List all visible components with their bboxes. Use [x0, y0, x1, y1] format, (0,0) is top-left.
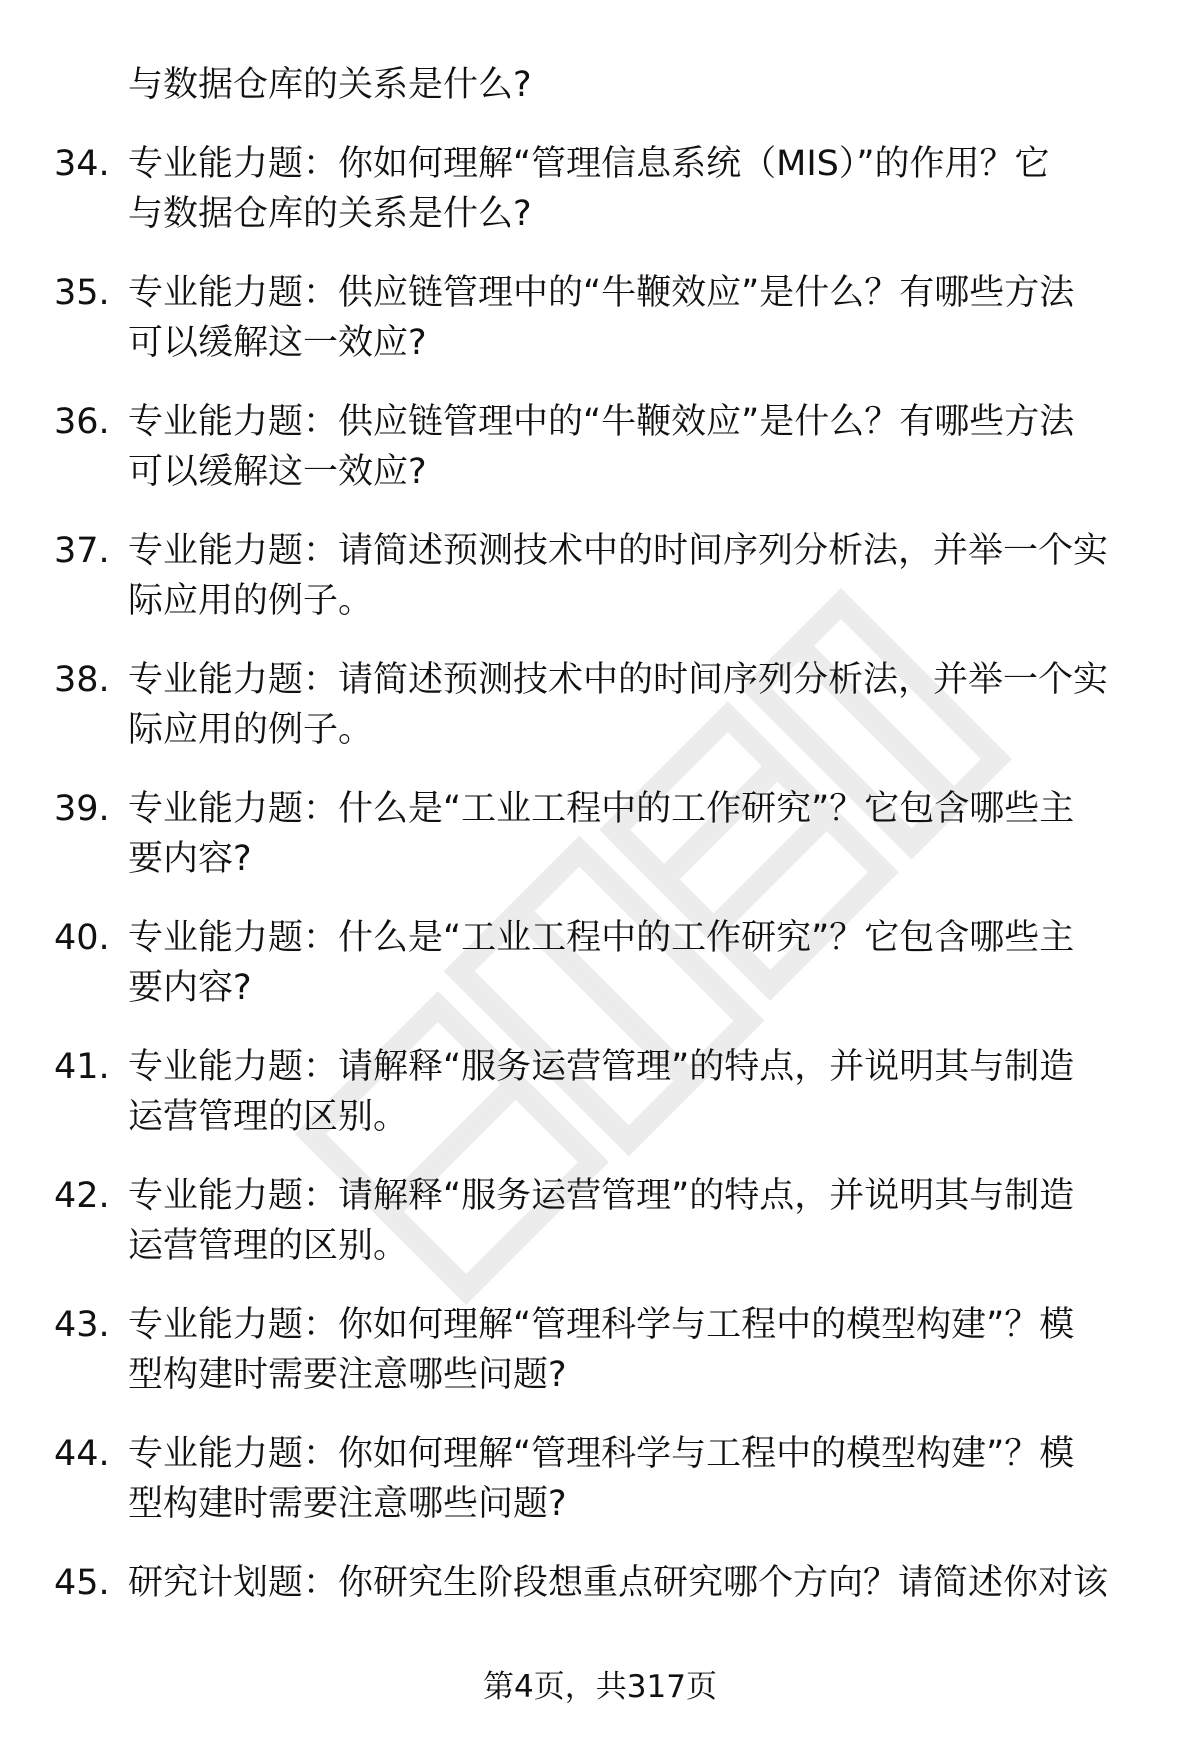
- question-text: [0, 526, 1138, 626]
- question-number: 45.: [54, 1563, 110, 1603]
- question-item-42: [0, 1171, 1200, 1271]
- question-item-38: [0, 655, 1200, 755]
- question-text-line-2: 际应用的例子。: [128, 710, 374, 750]
- question-list: [0, 60, 1200, 1608]
- question-number: 42.: [54, 1176, 110, 1216]
- question-text: [0, 1300, 1138, 1400]
- question-number: 38.: [54, 660, 110, 700]
- question-text-line-1: 专业能力题：你如何理解“管理科学与工程中的模型构建”？模: [128, 1434, 1075, 1474]
- question-item-43: [0, 1300, 1200, 1400]
- question-text: [0, 784, 1138, 884]
- question-text-line-2: 型构建时需要注意哪些问题?: [128, 1355, 567, 1395]
- question-text-line-1: 专业能力题：请简述预测技术中的时间序列分析法，并举一个实: [128, 531, 1109, 571]
- question-number: 37.: [54, 531, 110, 571]
- question-text: [0, 655, 1138, 755]
- question-text-line-1: 专业能力题：请解释“服务运营管理”的特点，并说明其与制造: [128, 1047, 1075, 1087]
- question-number: 44.: [54, 1434, 110, 1474]
- question-item-39: [0, 784, 1200, 884]
- question-text-line-1: 专业能力题：供应链管理中的“牛鞭效应”是什么？有哪些方法: [128, 402, 1075, 442]
- question-text-line-1: 专业能力题：什么是“工业工程中的工作研究”？它包含哪些主: [128, 789, 1075, 829]
- question-text-line-2: 可以缓解这一效应?: [128, 452, 427, 492]
- question-item-41: [0, 1042, 1200, 1142]
- question-number: 43.: [54, 1305, 110, 1345]
- question-text-line-2: 要内容?: [128, 839, 252, 879]
- page-number-footer: 第4页，共317页: [483, 1669, 717, 1705]
- question-text-line-2: 要内容?: [128, 968, 252, 1008]
- continued-question-line: 与数据仓库的关系是什么?: [128, 65, 532, 105]
- question-text-line-1: 专业能力题：你如何理解“管理科学与工程中的模型构建”？模: [128, 1305, 1075, 1345]
- question-text: [0, 1171, 1138, 1271]
- question-text-line-2: 型构建时需要注意哪些问题?: [128, 1484, 567, 1524]
- question-number: 39.: [54, 789, 110, 829]
- question-text-line-2: 际应用的例子。: [128, 581, 374, 621]
- question-text-line-1: 专业能力题：请简述预测技术中的时间序列分析法，并举一个实: [128, 660, 1109, 700]
- question-text: [0, 397, 1138, 497]
- question-item-44: [0, 1429, 1200, 1529]
- question-text-line-2: 运营管理的区别。: [128, 1226, 409, 1266]
- question-item-40: [0, 913, 1200, 1013]
- question-text-line-2: 运营管理的区别。: [128, 1097, 409, 1137]
- question-item-45: [0, 1558, 1200, 1608]
- question-text-line-2: 与数据仓库的关系是什么?: [128, 194, 532, 234]
- question-text-line-1: 研究计划题：你研究生阶段想重点研究哪个方向？请简述你对该: [128, 1563, 1109, 1603]
- question-number: 40.: [54, 918, 110, 958]
- question-text-line-2: 可以缓解这一效应?: [128, 323, 427, 363]
- question-text-line-1: 专业能力题：供应链管理中的“牛鞭效应”是什么？有哪些方法: [128, 273, 1075, 313]
- question-text: [0, 913, 1138, 1013]
- question-text: [0, 1558, 1138, 1608]
- question-number: 34.: [54, 144, 110, 184]
- question-text-line-1: 专业能力题：你如何理解“管理信息系统（MIS）”的作用？它: [128, 144, 1050, 184]
- question-text: [0, 139, 1138, 239]
- question-item-37: [0, 526, 1200, 626]
- question-item-34: [0, 139, 1200, 239]
- question-number: 41.: [54, 1047, 110, 1087]
- question-text: [0, 1429, 1138, 1529]
- question-text: [0, 1042, 1138, 1142]
- question-item-36: [0, 397, 1200, 497]
- question-item-35: [0, 268, 1200, 368]
- question-number: 35.: [54, 273, 110, 313]
- question-text: [0, 268, 1138, 368]
- question-number: 36.: [54, 402, 110, 442]
- question-text-line-1: 专业能力题：请解释“服务运营管理”的特点，并说明其与制造: [128, 1176, 1075, 1216]
- question-text-line-1: 专业能力题：什么是“工业工程中的工作研究”？它包含哪些主: [128, 918, 1075, 958]
